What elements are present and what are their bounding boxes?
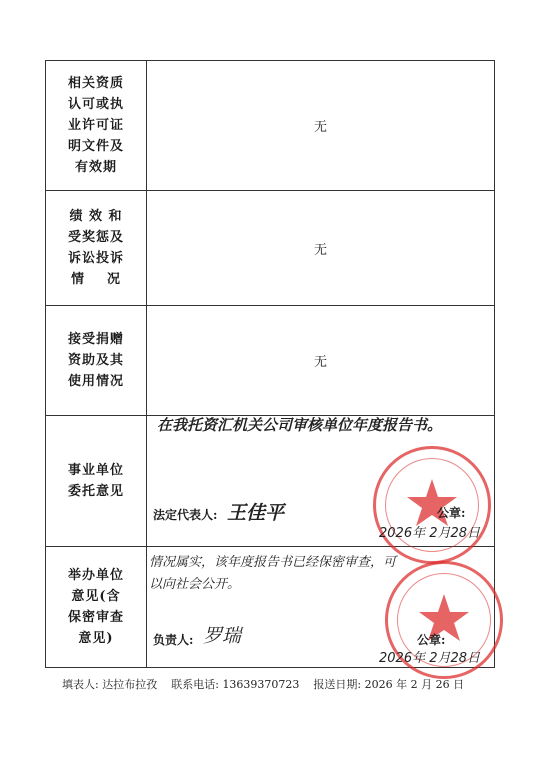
entrust-label: 事业单位 委托意见 bbox=[46, 416, 147, 547]
responsible-label: 负责人: bbox=[153, 633, 194, 647]
donations-label: 接受捐赠 资助及其 使用情况 bbox=[46, 306, 147, 416]
awards-label: 绩 效 和 受奖惩及 诉讼投诉 情 况 bbox=[46, 191, 147, 306]
row-entrust bbox=[46, 416, 495, 547]
organizer-date: 2026年 2月28日 bbox=[379, 651, 481, 666]
phone-label: 联系电话: bbox=[171, 678, 219, 691]
row-donations bbox=[46, 306, 495, 416]
legal-rep-label: 法定代表人: bbox=[153, 508, 218, 522]
organizer-seal-label: 公章: bbox=[417, 633, 446, 647]
organizer-handwritten-opinion-line1: 情况属实，该年度报告书已经保密审查，可 bbox=[149, 555, 397, 570]
report-table bbox=[45, 60, 495, 668]
annual-report-form bbox=[45, 60, 495, 665]
qualification-value: 无 bbox=[147, 61, 495, 191]
entrust-cell bbox=[147, 416, 495, 547]
legal-rep-signature: 王佳平 bbox=[227, 502, 285, 524]
entrust-date: 2026年 2月28日 bbox=[379, 526, 481, 541]
phone-number: 13639370723 bbox=[222, 678, 300, 691]
entrust-seal-label: 公章: bbox=[437, 506, 466, 520]
organizer-handwritten-opinion-line2: 以向社会公开。 bbox=[149, 577, 241, 592]
responsible-signature: 罗瑞 bbox=[203, 625, 242, 647]
entrust-handwritten-opinion: 在我托资汇机关公司审核单位年度报告书。 bbox=[157, 416, 443, 434]
submission-date: 2026 年 2 月 26 日 bbox=[364, 678, 465, 691]
date-label: 报送日期: bbox=[313, 678, 362, 691]
row-awards bbox=[46, 191, 495, 306]
donations-value: 无 bbox=[147, 306, 495, 416]
row-organizer bbox=[46, 547, 495, 668]
qualification-label: 相关资质 认可或执 业许可证 明文件及 有效期 bbox=[46, 61, 147, 191]
row-qualification bbox=[46, 61, 495, 191]
organizer-label: 举办单位 意见(含 保密审查 意见) bbox=[46, 547, 147, 668]
filler-label: 填表人: bbox=[62, 678, 99, 691]
form-footer bbox=[62, 676, 464, 692]
organizer-cell bbox=[147, 547, 495, 668]
filler-name: 达拉布拉孜 bbox=[102, 678, 158, 691]
awards-value: 无 bbox=[147, 191, 495, 306]
